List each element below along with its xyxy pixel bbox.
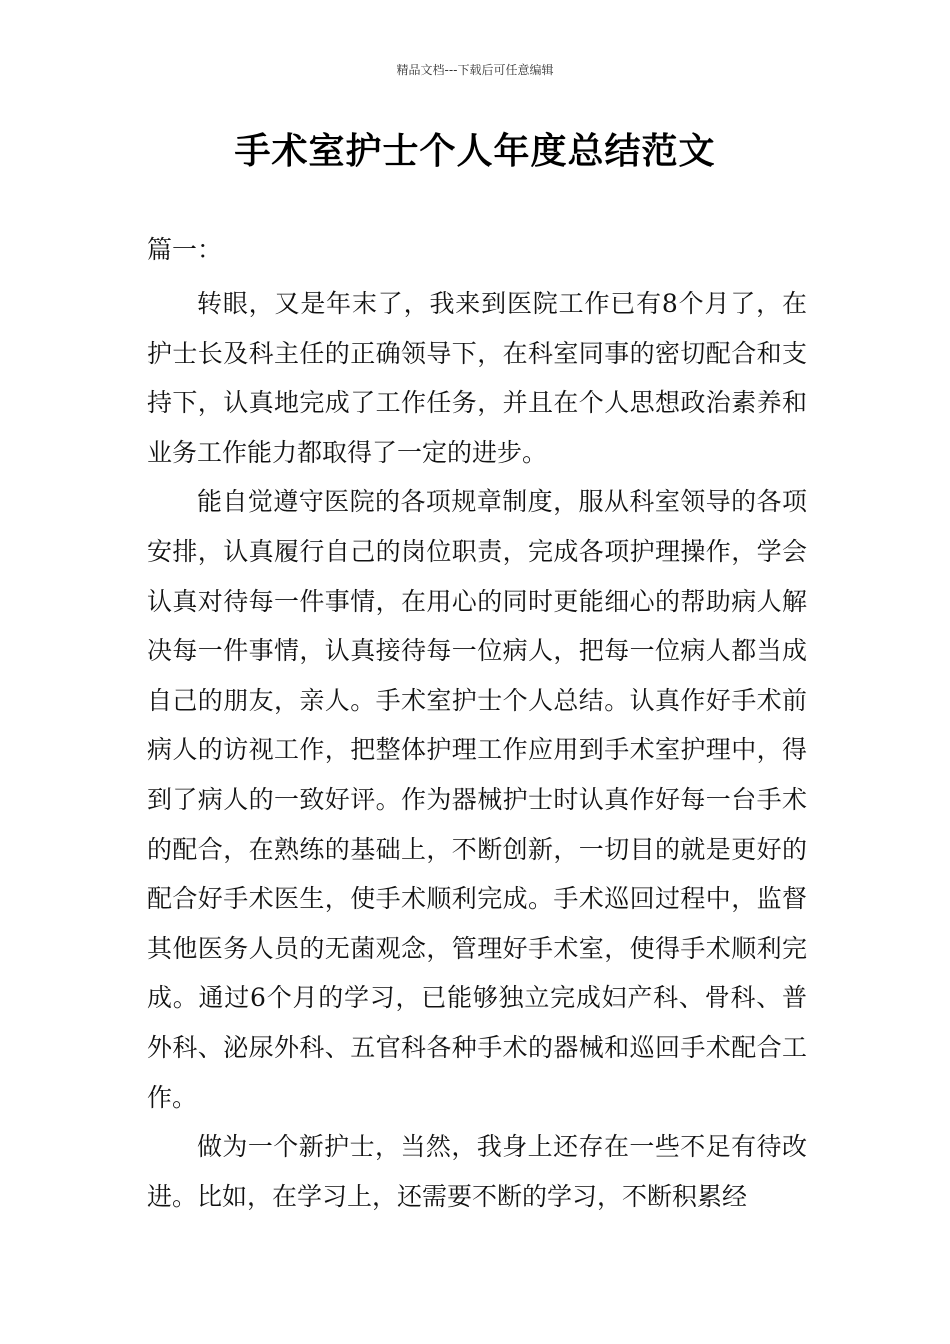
paragraph-1: 转眼，又是年末了，我来到医院工作已有8个月了，在护士长及科主任的正确领导下，在科室同事的密切配合和支持下，认真地完成了工作任务，并且在个人思想政治素养和业务工作能力都取得了一定的进步。 <box>147 289 807 467</box>
document-title: 手术室护士个人年度总结范文 <box>234 131 716 172</box>
page-header: 精品文档---下载后可任意编辑 <box>396 63 554 77</box>
paragraph-3: 做为一个新护士，当然，我身上还存在一些不足有待改进。比如，在学习上，还需要不断的学习，不断积累经 <box>147 1132 807 1211</box>
section-label: 篇一： <box>147 235 223 264</box>
document-body <box>147 279 807 1221</box>
paragraph-2: 能自觉遵守医院的各项规章制度，服从科室领导的各项安排，认真履行自己的岗位职责，完成各项护理操作，学会认真对待每一件事情，在用心的同时更能细心的帮助病人解决每一件事情，认真接待每一位病人，把每一位病人都当成自己的朋友，亲人。手术室护士个人总结。认真作好手术前病人的访视工作，把整体护理工作应用到手术室护理中，得到了病人的一致好评。作为器械护士时认真作好每一台手术的配合，在熟练的基础上，不断创新，一切目的就是更好的配合好手术医生，使手术顺利完成。手术巡回过程中，监督其他医务人员的无菌观念，管理好手术室，使得手术顺利完成。通过6个月的学习，已能够独立完成妇产科、骨科、普外科、泌尿外科、五官科各种手术的器械和巡回手术配合工作。 <box>147 487 807 1112</box>
